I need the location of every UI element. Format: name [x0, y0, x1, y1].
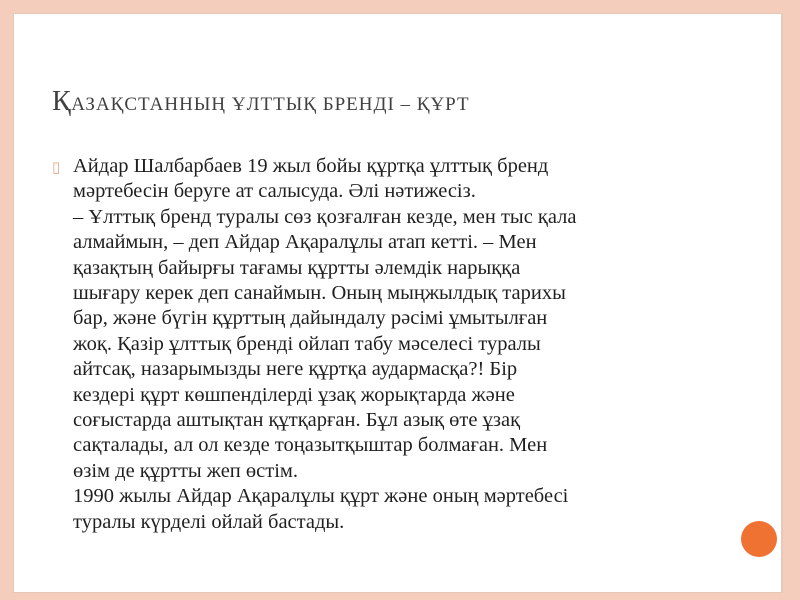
body-line: туралы күрделі ойлай бастады. [73, 510, 345, 533]
title-rest: АЗАҚСТАННЫҢ ҰЛТТЫҚ БРЕНДІ – ҚҰРТ [71, 94, 470, 115]
body-line: 1990 жылы Айдар Ақаралұлы құрт және оның мәртебесі [73, 485, 569, 508]
body-line: қазақтың байырғы тағамы құртты әлемдік нарыққа [73, 256, 521, 279]
body-line: кездері құрт көшпенділерді ұзақ жорықтарда және [73, 383, 515, 406]
body-line: Айдар Шалбарбаев 19 жыл бойы құртқа ұлттық бренд [73, 155, 549, 177]
title-initial: Қ [52, 86, 72, 117]
body-line: – Ұлттық бренд туралы сөз қозғалған кезде, мен тыс қала [73, 205, 577, 228]
body-line: жоқ. Қазір ұлттық бренді ойлап табу мәселесі туралы [73, 332, 541, 355]
slide [13, 13, 783, 593]
decorative-line [781, 14, 782, 594]
body-line: сақталады, ал ол кезде тоңазытқыштар болмаған. Мен [73, 434, 548, 457]
body-line: мәртебесін беруге ат салысуда. Әлі нәтижесіз. [73, 180, 476, 203]
body-line: айтсақ, назарымызды неге құртқа аудармасқа?! Бір [73, 358, 518, 381]
body-line: соғыстарда аштықтан құтқарған. Бұл азық өте ұзақ [73, 409, 521, 432]
slide-title [52, 86, 470, 118]
accent-circle-icon [741, 521, 777, 557]
body-line: шығару керек деп санаймын. Оның мыңжылдық тарихы [73, 282, 566, 305]
body-line: алмаймын, – деп Айдар Ақаралұлы атап кетті. – Мен [73, 231, 537, 254]
body-text [73, 154, 733, 535]
square-bullet-icon: ▯ [52, 160, 61, 176]
body-line: бар, және бүгін құрттың дайындалу рәсімі ұмытылған [73, 307, 548, 330]
body-line: өзім де құртты жеп өстім. [73, 459, 298, 482]
